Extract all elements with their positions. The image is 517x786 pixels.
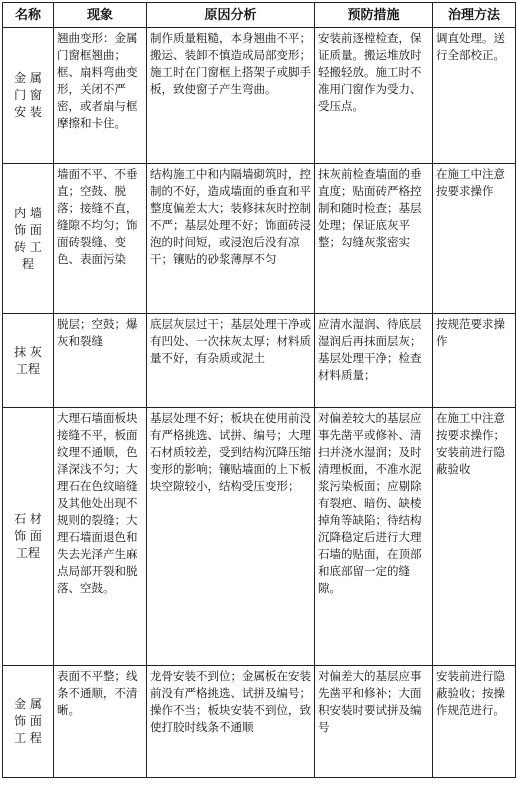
table-row: [3, 28, 516, 164]
table-row: [3, 408, 516, 666]
row-phenomenon: 表面不平整；线条不通顺，不清晰。: [54, 666, 147, 778]
row-cause: 底层灰层过干；基层处理干净或有凹处、一次抹灰太厚；材料质量不好，有杂质或泥土: [147, 314, 315, 408]
row-prevention: 抹灰前检查墙面的垂直度；贴面砖严格控制和随时检查；基层处理；保证底灰平整；勾缝灰浆密实: [315, 164, 433, 314]
row-phenomenon: 脱层；空鼓；爆灰和裂缝: [54, 314, 147, 408]
row-phenomenon: 大理石墙面板块接缝不平，板面纹理不通顺，色泽深浅不匀；大理石在色纹暗缝及其他处出现不规则的裂缝；大理石墙面退色和失去光泽产生麻点局部开裂和脱落、空鼓。: [54, 408, 147, 666]
row-prevention: 应清水湿润、待底层湿润后再抹面层灰；基层处理干净；检查材料质量；: [315, 314, 433, 408]
row-cause: 制作质量粗糙，本身翘曲不平；搬运、装卸不慎造成局部变形；施工时在门窗框上搭架子或脚手板，致使窗子产生弯曲。: [147, 28, 315, 164]
table-row: [3, 314, 516, 408]
row-prevention: 对偏差较大的基层应事先凿平或修补、清扫并浇水湿润；及时清理板面，不准水泥浆污染板面；应剔除有裂疤、暗伤、缺棱掉角等缺陷；待结构沉降稳定后进行大理石墙的贴面，在顶部和底部留一定的缝隙。: [315, 408, 433, 666]
header-row: [3, 3, 516, 28]
header-prevention: 预防措施: [315, 3, 433, 28]
header-name: 名称: [3, 3, 54, 28]
row-treatment: 在施工中注意按要求操作: [433, 164, 516, 314]
row-treatment: 按规范要求操作: [433, 314, 516, 408]
row-treatment: 调直处理。送行全部校正。: [433, 28, 516, 164]
row-cause: 龙骨安装不到位；金属板在安装前没有严格挑选、试拼及编号；操作不当；板块安装不到位，致使打胶时线条不通顺: [147, 666, 315, 778]
header-cause: 原因分析: [147, 3, 315, 28]
header-phenomenon: 现象: [54, 3, 147, 28]
header-treatment: 治理方法: [433, 3, 516, 28]
row-prevention: 安装前逐樘检查，保证质量。搬运堆放时轻搬轻放。施工时不准用门窗作为受力、受压点。: [315, 28, 433, 164]
row-name: 石 材 饰 面 工程: [3, 408, 54, 666]
row-treatment: 在施工中注意按要求操作；安装前进行隐蔽验收: [433, 408, 516, 666]
row-treatment: 安装前进行隐蔽验收；按操作规范进行。: [433, 666, 516, 778]
table-row: [3, 666, 516, 778]
row-name: 金 属 门 窗 安 装: [3, 28, 54, 164]
row-name: 抹 灰 工程: [3, 314, 54, 408]
row-phenomenon: 墙面不平、不垂直；空鼓、脱落；接缝不直，缝隙不均匀；饰面砖裂缝、变色、表面污染: [54, 164, 147, 314]
row-phenomenon: 翘曲变形：金属门窗框翘曲；框、扇料弯曲变形，关闭不严密，或者扇与框摩擦和卡住。: [54, 28, 147, 164]
row-name: 内 墙 饰 面 砖 工 程: [3, 164, 54, 314]
row-cause: 结构施工中和内隔墙砌筑时，控制的不好，造成墙面的垂直和平整度偏差太大；装修抹灰时控制不严；基层处理不好；饰面砖浸泡的时间短，或浸泡后没有凉干；镶贴的砂浆薄厚不匀: [147, 164, 315, 314]
row-prevention: 对偏差大的基层应事先凿平和修补；大面积安装时要试拼及编号: [315, 666, 433, 778]
table-row: [3, 164, 516, 314]
row-cause: 基层处理不好；板块在使用前没有严格挑选、试拼、编号；大理石材质较差，受到结构沉降压缩变形的影响；镶贴墙面的上下板块空隙较小，结构受压变形；: [147, 408, 315, 666]
row-name: 金 属 饰 面 工 程: [3, 666, 54, 778]
quality-defects-table: [2, 2, 516, 778]
